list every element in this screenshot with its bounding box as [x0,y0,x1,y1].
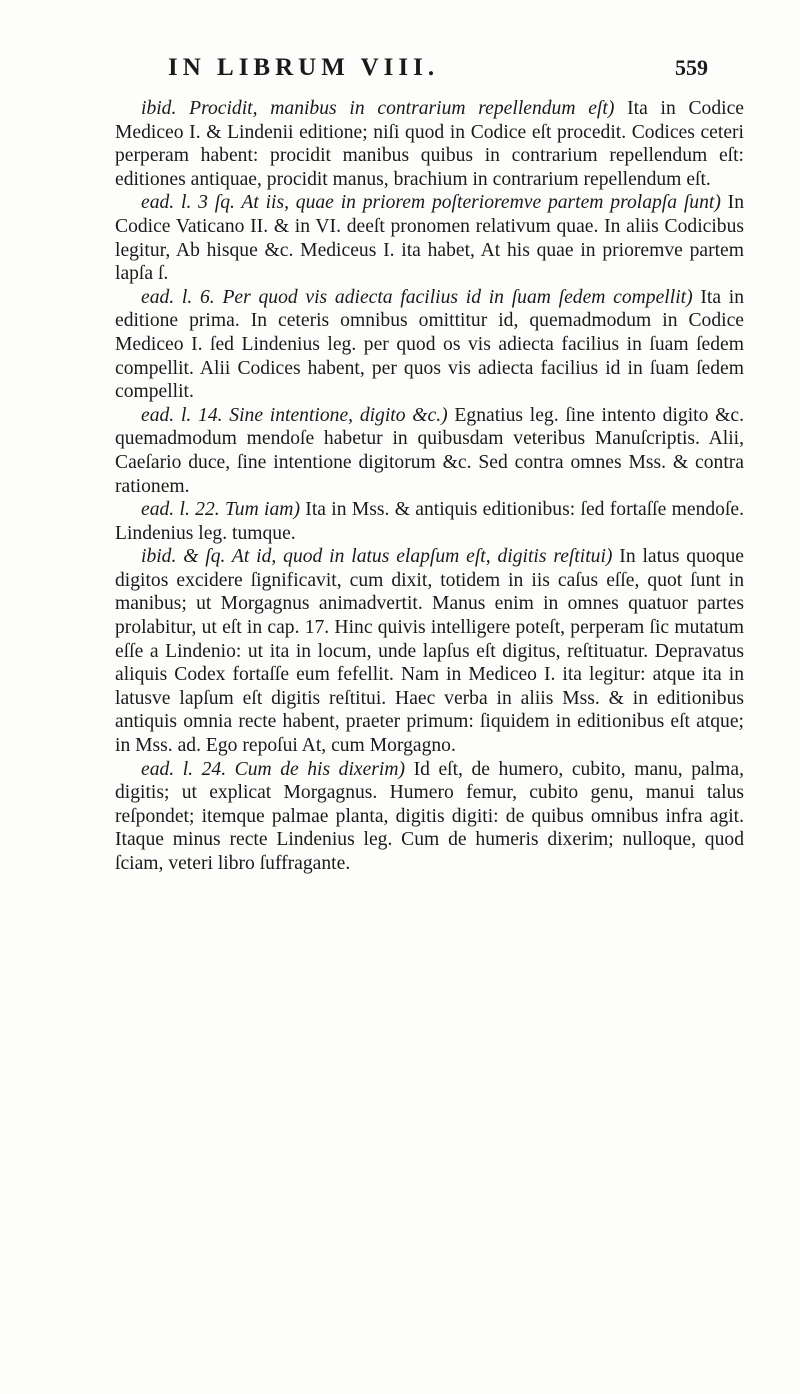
commentary-note [115,97,744,191]
note-text: In latus quoque digitos excidere ſignificavit, cum dixit, totidem in iis caſus eſſe, quot ſunt in manibus; ut Morgagnus animadvertit. Manus enim in omnes quatuor partes prolabitur, ut eſt in cap. 17. Hinc quivis intelligere poteſt, perperam ſic mutatum eſſe a Lindenio: ut ita in locum, unde lapſus eſt digitus, reſtituatur. Depravatus aliquis Codex fortaſſe eum fefellit. Nam in Mediceo I. ita legitur: atque ita in latusve lapſum eſt digitis reſtitui. Haec verba in aliis Mss. & in editionibus antiquis omnia recte habent, praeter primum: ſiquidem in editionibus eſt atque; in Mss. ad. Ego repoſui At, cum Morgagno. [115,546,744,757]
commentary-body [115,97,744,876]
note-text: In Codice Vaticano II. & in VI. deeſt pronomen relativum quae. In aliis Codicibus legitur, Ab hisque &c. Mediceus I. ita habet, At his quae in prioremve partem lapſa ſ. [115,192,744,285]
commentary-note [115,498,744,545]
commentary-note [115,191,744,285]
note-lemma: ibid. & ſq. At id, quod in latus elapſum eſt, digitis reſtitui) [141,546,613,568]
note-text: Ita in Mss. & antiquis editionibus: ſed fortaſſe mendoſe. Lindenius leg. tumque. [115,499,745,544]
note-text: Ita in Codice Mediceo I. & Lindenii editione; niſi quod in Codice eſt procedit. Codices ceteri perperam habent: procidit manibus quibus in contrarium repellendum eſt: editiones antiquae, procidit manus, brachium in contrarium repellendum eſt. [115,98,744,190]
note-lemma: ead. l. 14. Sine intentione, digito &c.) [141,404,448,426]
running-title: IN LIBRUM VIII. [168,54,440,81]
note-lemma: ibid. Procidit, manibus in contrarium repellendum eſt) [141,98,615,119]
commentary-note [115,286,744,404]
note-lemma: ead. l. 6. Per quod vis adiecta facilius id in ſuam ſedem compellit) [141,286,693,308]
note-lemma: ead. l. 24. Cum de his dixerim) [141,758,406,780]
note-lemma: ead. l. 3 ſq. At iis, quae in priorem poſterioremve partem prolapſa ſunt) [141,192,721,214]
note-text: Id eſt, de humero, cubito, manu, palma, digitis; ut explicat Morgagnus. Humero femur, cubito genu, manui talus reſpondet; itemque palmae planta, digitis digiti: de quibus omnibus infra agit. Itaque minus recte Lindenius leg. Cum de humeris dixerim; nulloque, quod ſciam, veteri libro ſuffragante. [115,758,744,874]
commentary-note [115,758,744,876]
commentary-note [115,404,744,498]
note-lemma: ead. l. 22. Tum iam) [141,499,300,521]
running-head [112,50,708,86]
commentary-note [115,545,744,757]
note-text: Egnatius leg. ſine intento digito &c. quemadmodum mendoſe habetur in quibusdam veteribus Manuſcriptis. Alii, Caeſario duce, ſine intentione digitorum &c. Sed contra omnes Mss. & contra rationem. [115,404,744,497]
note-text: Ita in editione prima. In ceteris omnibus omittitur id, quemadmodum in Codice Mediceo I. ſed Lindenius leg. per quod os vis adiecta facilius in ſuam ſedem compellit. Alii Codices habent, per quos vis adiecta facilius id in ſuam ſedem compellit. [115,286,744,403]
page-number: 559 [675,55,708,80]
